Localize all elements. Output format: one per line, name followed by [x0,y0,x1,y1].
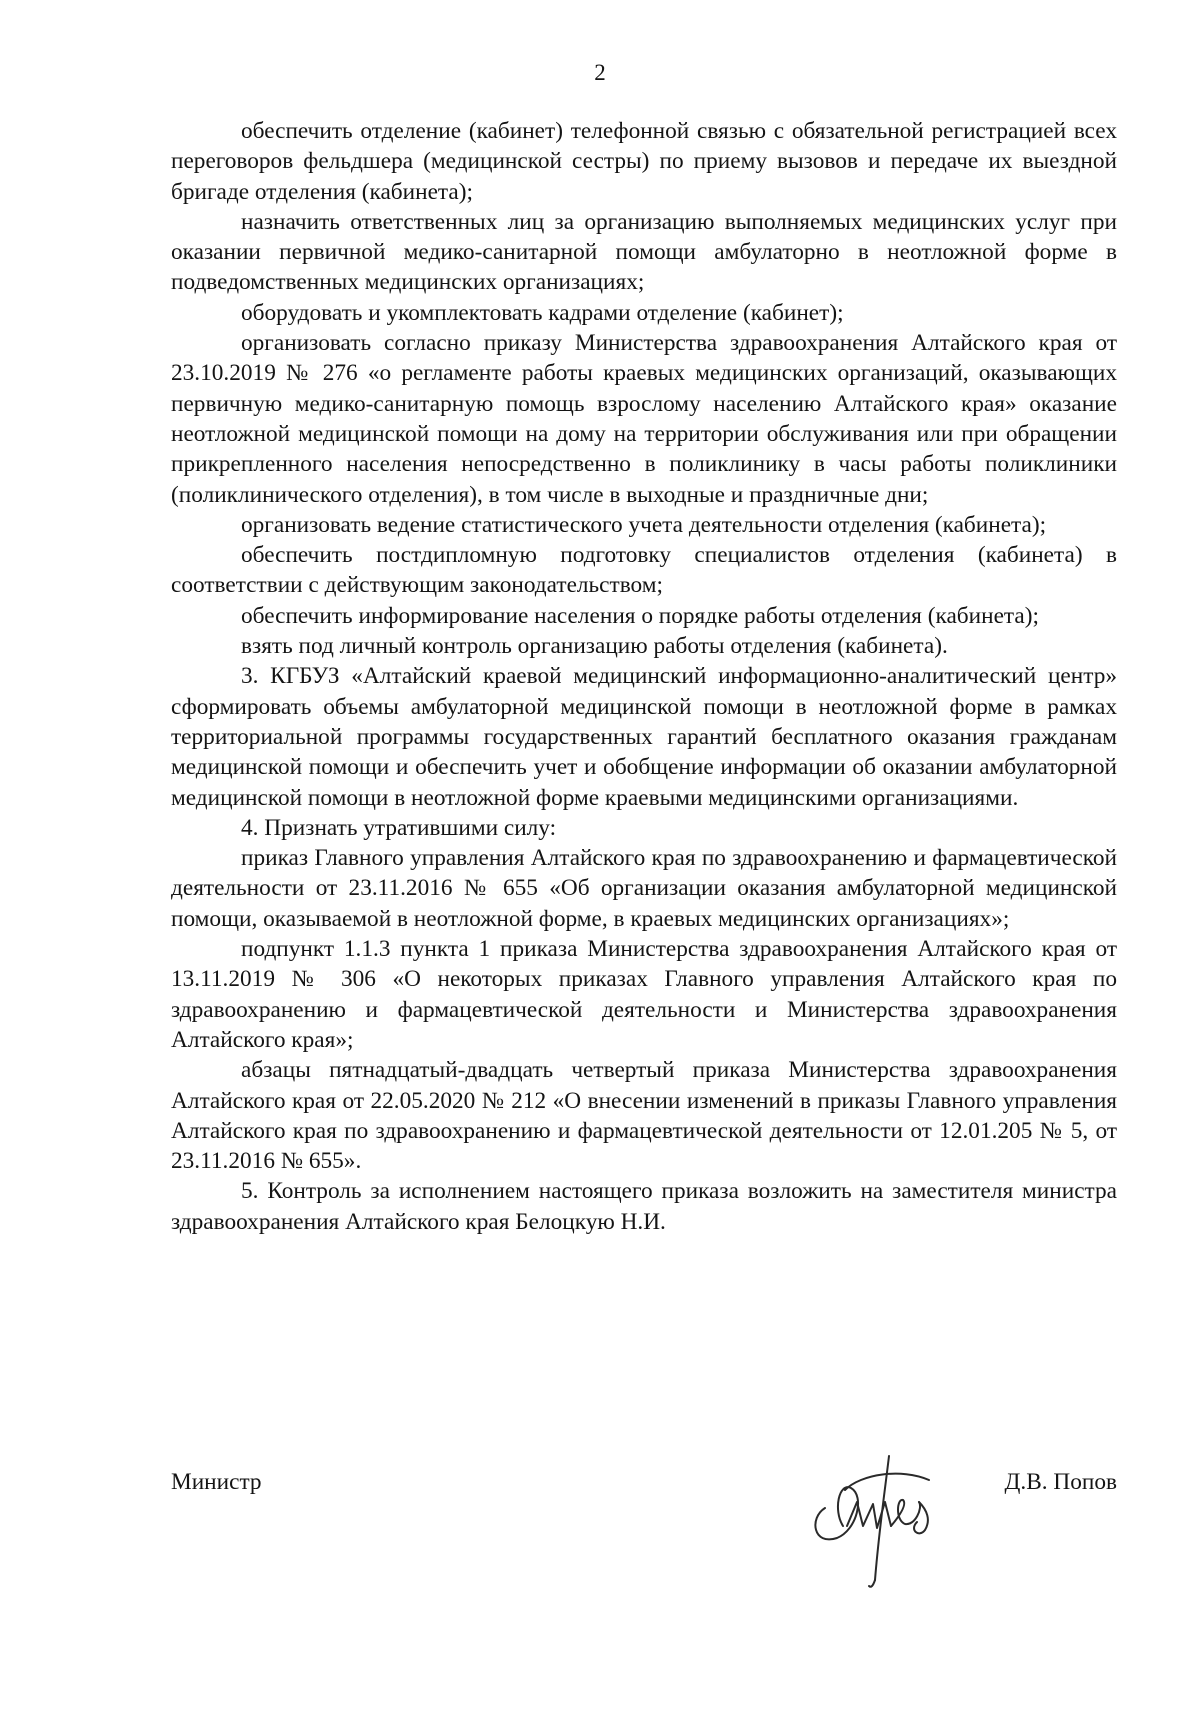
paragraph: 3. КГБУЗ «Алтайский краевой медицинский информационно-аналитический центр» сформировать объемы амбулаторной медицинской помощи в неотложной форме в рамках территориальной программы государственных гарантий бесплатного оказания гражданам медицинской помощи и обеспечить учет и обобщение информации об оказании амбулаторной медицинской помощи в неотложной форме краевыми медицинскими организациями. [171,663,1117,811]
paragraph: обеспечить отделение (кабинет) телефонной связью с обязательной регистрацией всех переговоров фельдшера (медицинской сестры) по приему вызовов и передаче их выездной бригаде отделения (кабинета); [171,118,1117,205]
signature-block [171,1450,1117,1570]
page-number: 2 [594,60,606,85]
paragraph: 4. Признать утратившими силу: [241,814,557,841]
paragraph: подпункт 1.1.3 пункта 1 приказа Министерства здравоохранения Алтайского края от 13.11.2019 № 306 «О некоторых приказах Главного управления Алтайского края по здравоохранению и фармацевтической деятельности и Министерства здравоохранения Алтайского края»; [171,936,1117,1053]
paragraph: обеспечить постдипломную подготовку специалистов отделения (кабинета) в соответствии с действующим законодательством; [171,542,1117,599]
paragraph: оборудовать и укомплектовать кадрами отделение (кабинет); [241,299,844,326]
handwritten-signature [791,1430,961,1600]
paragraph: 5. Контроль за исполнением настоящего приказа возложить на заместителя министра здравоохранения Алтайского края Белоцкую Н.И. [171,1178,1117,1235]
paragraph: абзацы пятнадцатый-двадцать четвертый приказа Министерства здравоохранения Алтайского края от 22.05.2020 № 212 «О внесении изменений в приказы Главного управления Алтайского края по здравоохранению и фармацевтической деятельности от 12.01.205 № 5, от 23.11.2016 № 655». [171,1057,1117,1175]
paragraph: взять под личный контроль организацию работы отделения (кабинета). [241,633,948,660]
paragraph: организовать ведение статистического учета деятельности отделения (кабинета); [241,511,1047,538]
paragraph: организовать согласно приказу Министерства здравоохранения Алтайского края от 23.10.2019 № 276 «о регламенте работы краевых медицинских организаций, оказывающих первичную медико-санитарную помощь взрослому населению Алтайского края» оказание неотложной медицинской помощи на дому на территории обслуживания или при обращении прикрепленного населения непосредственно в поликлинику в часы работы поликлиники (поликлинического отделения), в том числе в выходные и праздничные дни; [171,330,1117,508]
signatory-name: Д.В. Попов [1004,1469,1117,1495]
document-body [171,116,1117,1237]
signatory-role: Министр [171,1469,262,1495]
paragraph: обеспечить информирование населения о порядке работы отделения (кабинета); [241,602,1039,629]
paragraph: назначить ответственных лиц за организацию выполняемых медицинских услуг при оказании первичной медико-санитарной помощи амбулаторно в неотложной форме в подведомственных медицинских организациях; [171,208,1117,296]
paragraph: приказ Главного управления Алтайского края по здравоохранению и фармацевтической деятельности от 23.11.2016 № 655 «Об организации оказания амбулаторной медицинской помощи, оказываемой в неотложной форме, в краевых медицинских организациях»; [171,845,1117,932]
